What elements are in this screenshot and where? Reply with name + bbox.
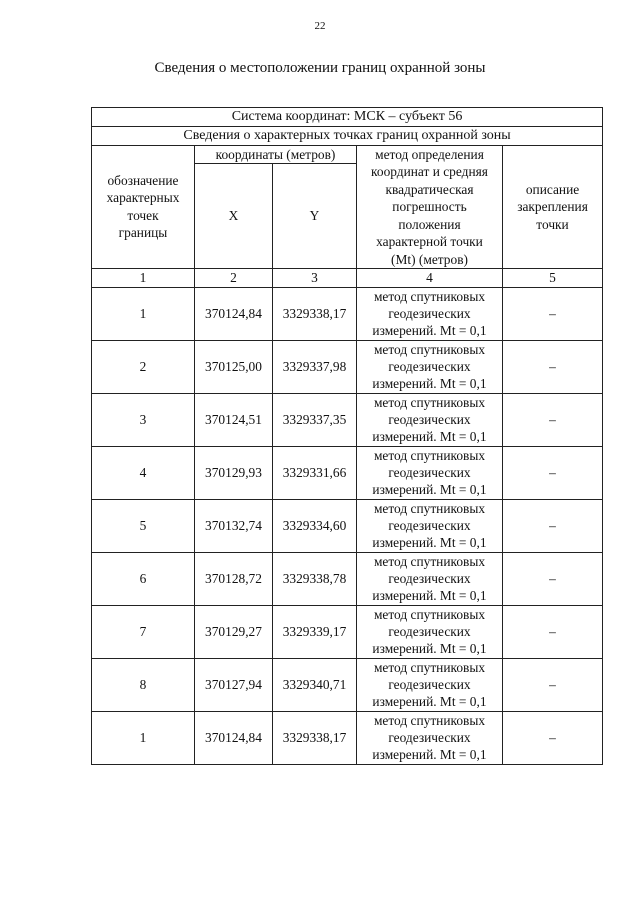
header-line: метод определения (375, 146, 484, 162)
description-cell: – (503, 287, 603, 340)
description-cell: – (503, 552, 603, 605)
description-cell: – (503, 605, 603, 658)
method-line: геодезических (388, 517, 471, 533)
header-line: точки (536, 216, 569, 232)
table-row (92, 658, 603, 711)
method-line: измерений. Mt = 0,1 (372, 535, 487, 551)
table-row (92, 393, 603, 446)
header-line: обозначение (107, 172, 179, 188)
method-cell (357, 446, 503, 499)
method-line: измерений. Mt = 0,1 (372, 641, 487, 657)
x-header: X (195, 164, 273, 269)
header-line: (Mt) (метров) (391, 251, 468, 267)
method-line: метод спутниковых (373, 712, 486, 728)
table-row (92, 446, 603, 499)
header-line: характерных (106, 190, 180, 206)
method-line: метод спутниковых (373, 553, 486, 569)
document-title: Сведения о местоположении границ охранной зоны (154, 60, 486, 76)
method-line: измерений. Mt = 0,1 (372, 588, 487, 604)
y-coordinate-cell: 3329338,17 (273, 711, 357, 764)
y-coordinate-cell: 3329339,17 (273, 605, 357, 658)
method-cell (357, 340, 503, 393)
description-cell: – (503, 340, 603, 393)
x-coordinate-cell: 370124,84 (195, 711, 273, 764)
header-line: погрешность (392, 199, 467, 214)
method-cell (357, 658, 503, 711)
point-number-cell: 1 (92, 287, 195, 340)
point-number-cell: 7 (92, 605, 195, 658)
method-header (357, 145, 503, 269)
column-header-row (92, 145, 603, 164)
x-coordinate-cell: 370128,72 (195, 552, 273, 605)
description-cell: – (503, 711, 603, 764)
table-row (92, 552, 603, 605)
point-number-cell: 4 (92, 446, 195, 499)
method-line: метод спутниковых (373, 606, 486, 622)
y-coordinate-cell: 3329337,35 (273, 393, 357, 446)
header-line: координат и средняя (371, 164, 488, 179)
method-line: метод спутниковых (373, 447, 486, 463)
header-line: квадратическая (385, 181, 474, 197)
y-coordinate-cell: 3329338,17 (273, 287, 357, 340)
column-number: 3 (273, 269, 357, 288)
method-line: измерений. Mt = 0,1 (372, 376, 487, 392)
y-coordinate-cell: 3329338,78 (273, 552, 357, 605)
column-number-row (92, 269, 603, 288)
method-cell (357, 287, 503, 340)
header-line: точек (127, 207, 159, 223)
method-line: геодезических (388, 676, 471, 692)
table-row (92, 499, 603, 552)
column-number: 2 (195, 269, 273, 288)
method-line: измерений. Mt = 0,1 (372, 482, 487, 498)
description-cell: – (503, 393, 603, 446)
method-line: измерений. Mt = 0,1 (372, 694, 487, 710)
page-number: 22 (314, 20, 326, 32)
point-number-cell: 1 (92, 711, 195, 764)
boundary-points-table (91, 107, 603, 765)
header-line: границы (118, 225, 168, 241)
x-coordinate-cell: 370129,27 (195, 605, 273, 658)
coordinates-header: координаты (метров) (195, 145, 357, 164)
column-number: 4 (357, 269, 503, 288)
method-cell (357, 499, 503, 552)
method-line: метод спутниковых (373, 394, 486, 410)
point-number-cell: 5 (92, 499, 195, 552)
y-coordinate-cell: 3329331,66 (273, 446, 357, 499)
method-line: измерений. Mt = 0,1 (372, 323, 487, 339)
method-line: метод спутниковых (373, 341, 486, 357)
y-coordinate-cell: 3329340,71 (273, 658, 357, 711)
column-number: 1 (92, 269, 195, 288)
points-header-row (92, 126, 603, 145)
method-line: геодезических (388, 358, 471, 374)
point-number-cell: 8 (92, 658, 195, 711)
header-line: закрепления (517, 199, 588, 214)
table-row (92, 340, 603, 393)
x-coordinate-cell: 370129,93 (195, 446, 273, 499)
method-line: геодезических (388, 411, 471, 427)
x-coordinate-cell: 370124,51 (195, 393, 273, 446)
point-number-cell: 3 (92, 393, 195, 446)
description-cell: – (503, 658, 603, 711)
method-line: метод спутниковых (373, 288, 486, 304)
y-coordinate-cell: 3329337,98 (273, 340, 357, 393)
method-cell (357, 552, 503, 605)
method-line: геодезических (388, 623, 471, 639)
system-header-row (92, 108, 603, 127)
method-line: метод спутниковых (373, 500, 486, 516)
header-line: описание (525, 181, 580, 197)
method-line: измерений. Mt = 0,1 (372, 747, 487, 763)
x-coordinate-cell: 370132,74 (195, 499, 273, 552)
x-coordinate-cell: 370127,94 (195, 658, 273, 711)
coordinate-system-header: Система координат: МСК – субъект 56 (92, 108, 603, 127)
method-line: измерений. Mt = 0,1 (372, 429, 487, 445)
description-header (503, 145, 603, 269)
designation-header (92, 145, 195, 269)
header-line: положения (398, 216, 461, 232)
x-coordinate-cell: 370124,84 (195, 287, 273, 340)
x-coordinate-cell: 370125,00 (195, 340, 273, 393)
method-cell (357, 605, 503, 658)
table-row (92, 711, 603, 764)
method-line: геодезических (388, 464, 471, 480)
point-number-cell: 2 (92, 340, 195, 393)
table-row (92, 605, 603, 658)
description-cell: – (503, 446, 603, 499)
method-cell (357, 711, 503, 764)
point-number-cell: 6 (92, 552, 195, 605)
y-header: Y (273, 164, 357, 269)
characteristic-points-header: Сведения о характерных точках границ охранной зоны (92, 126, 603, 145)
column-number: 5 (503, 269, 603, 288)
method-cell (357, 393, 503, 446)
method-line: геодезических (388, 305, 471, 321)
description-cell: – (503, 499, 603, 552)
table-row (92, 287, 603, 340)
header-line: характерной точки (376, 234, 483, 249)
method-line: геодезических (388, 570, 471, 586)
y-coordinate-cell: 3329334,60 (273, 499, 357, 552)
method-line: геодезических (388, 729, 471, 745)
method-line: метод спутниковых (373, 659, 486, 675)
